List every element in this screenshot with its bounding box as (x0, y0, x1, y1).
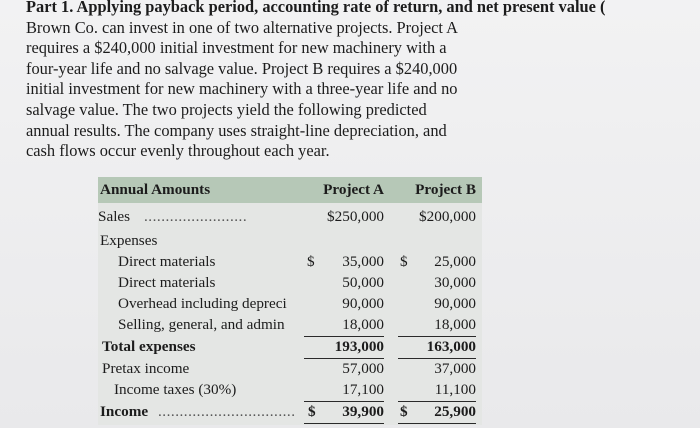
row-label: Selling, general, and admin (118, 316, 285, 333)
project-b-value: 90,000 (434, 295, 476, 312)
project-b-value: 25,900 (434, 403, 476, 420)
header-annual-amounts: Annual Amounts (100, 181, 211, 198)
problem-line: annual results. The company uses straight-line depreciation, and (26, 120, 447, 140)
currency-a: $ (307, 253, 315, 270)
row-label: Expenses (100, 232, 158, 249)
row-label: Direct materials (118, 253, 216, 270)
project-a-value: 18,000 (342, 316, 384, 333)
problem-line: four-year life and no salvage value. Project B requires a $240,000 (26, 58, 458, 78)
header-project-a: Project A (323, 181, 384, 198)
leader-dots: ................................ (158, 403, 296, 420)
problem-line: Brown Co. can invest in one of two alternative projects. Project A (26, 17, 458, 37)
problem-text (26, 0, 696, 162)
project-b-value: 163,000 (426, 338, 476, 355)
problem-title: Part 1. Applying payback period, accounting rate of return, and net present value ( (26, 0, 606, 16)
project-a-value: 193,000 (334, 338, 384, 355)
currency-b: $ (400, 253, 408, 270)
currency-a: $ (308, 403, 316, 420)
project-b-value: 11,100 (434, 381, 476, 398)
project-a-value: 17,100 (342, 381, 384, 398)
project-b-value: $200,000 (419, 208, 476, 225)
row-label: Income taxes (30%) (114, 381, 237, 398)
row-label: Direct materials (118, 274, 216, 291)
problem-line: initial investment for new machinery with a three-year life and no (26, 79, 458, 99)
annual-amounts-table (98, 177, 482, 425)
project-b-value: 37,000 (434, 360, 476, 377)
problem-line: salvage value. The two projects yield the following predicted (26, 99, 427, 119)
project-a-value: 57,000 (342, 360, 384, 377)
project-a-value: 39,900 (342, 403, 384, 420)
project-a-value: 90,000 (342, 295, 384, 312)
row-label: Overhead including depreci (118, 295, 287, 312)
project-b-value: 30,000 (434, 274, 476, 291)
leader-dots: ........................ (144, 208, 248, 225)
project-b-value: 18,000 (434, 316, 476, 333)
project-a-value: 35,000 (342, 253, 384, 270)
project-b-value: 25,000 (434, 253, 476, 270)
project-a-value: $250,000 (327, 208, 384, 225)
problem-line: requires a $240,000 initial investment for new machinery with a (26, 38, 447, 58)
final-rule-b (398, 423, 476, 424)
row-label: Pretax income (102, 360, 190, 377)
final-rule-a (304, 423, 384, 424)
row-label: Total expenses (102, 338, 196, 355)
currency-b: $ (400, 403, 408, 420)
project-a-value: 50,000 (342, 274, 384, 291)
header-project-b: Project B (415, 181, 476, 198)
row-label: Sales (98, 208, 131, 225)
row-label: Income (100, 403, 149, 420)
table-header (98, 177, 482, 203)
problem-line: cash flows occur evenly throughout each year. (26, 141, 330, 161)
